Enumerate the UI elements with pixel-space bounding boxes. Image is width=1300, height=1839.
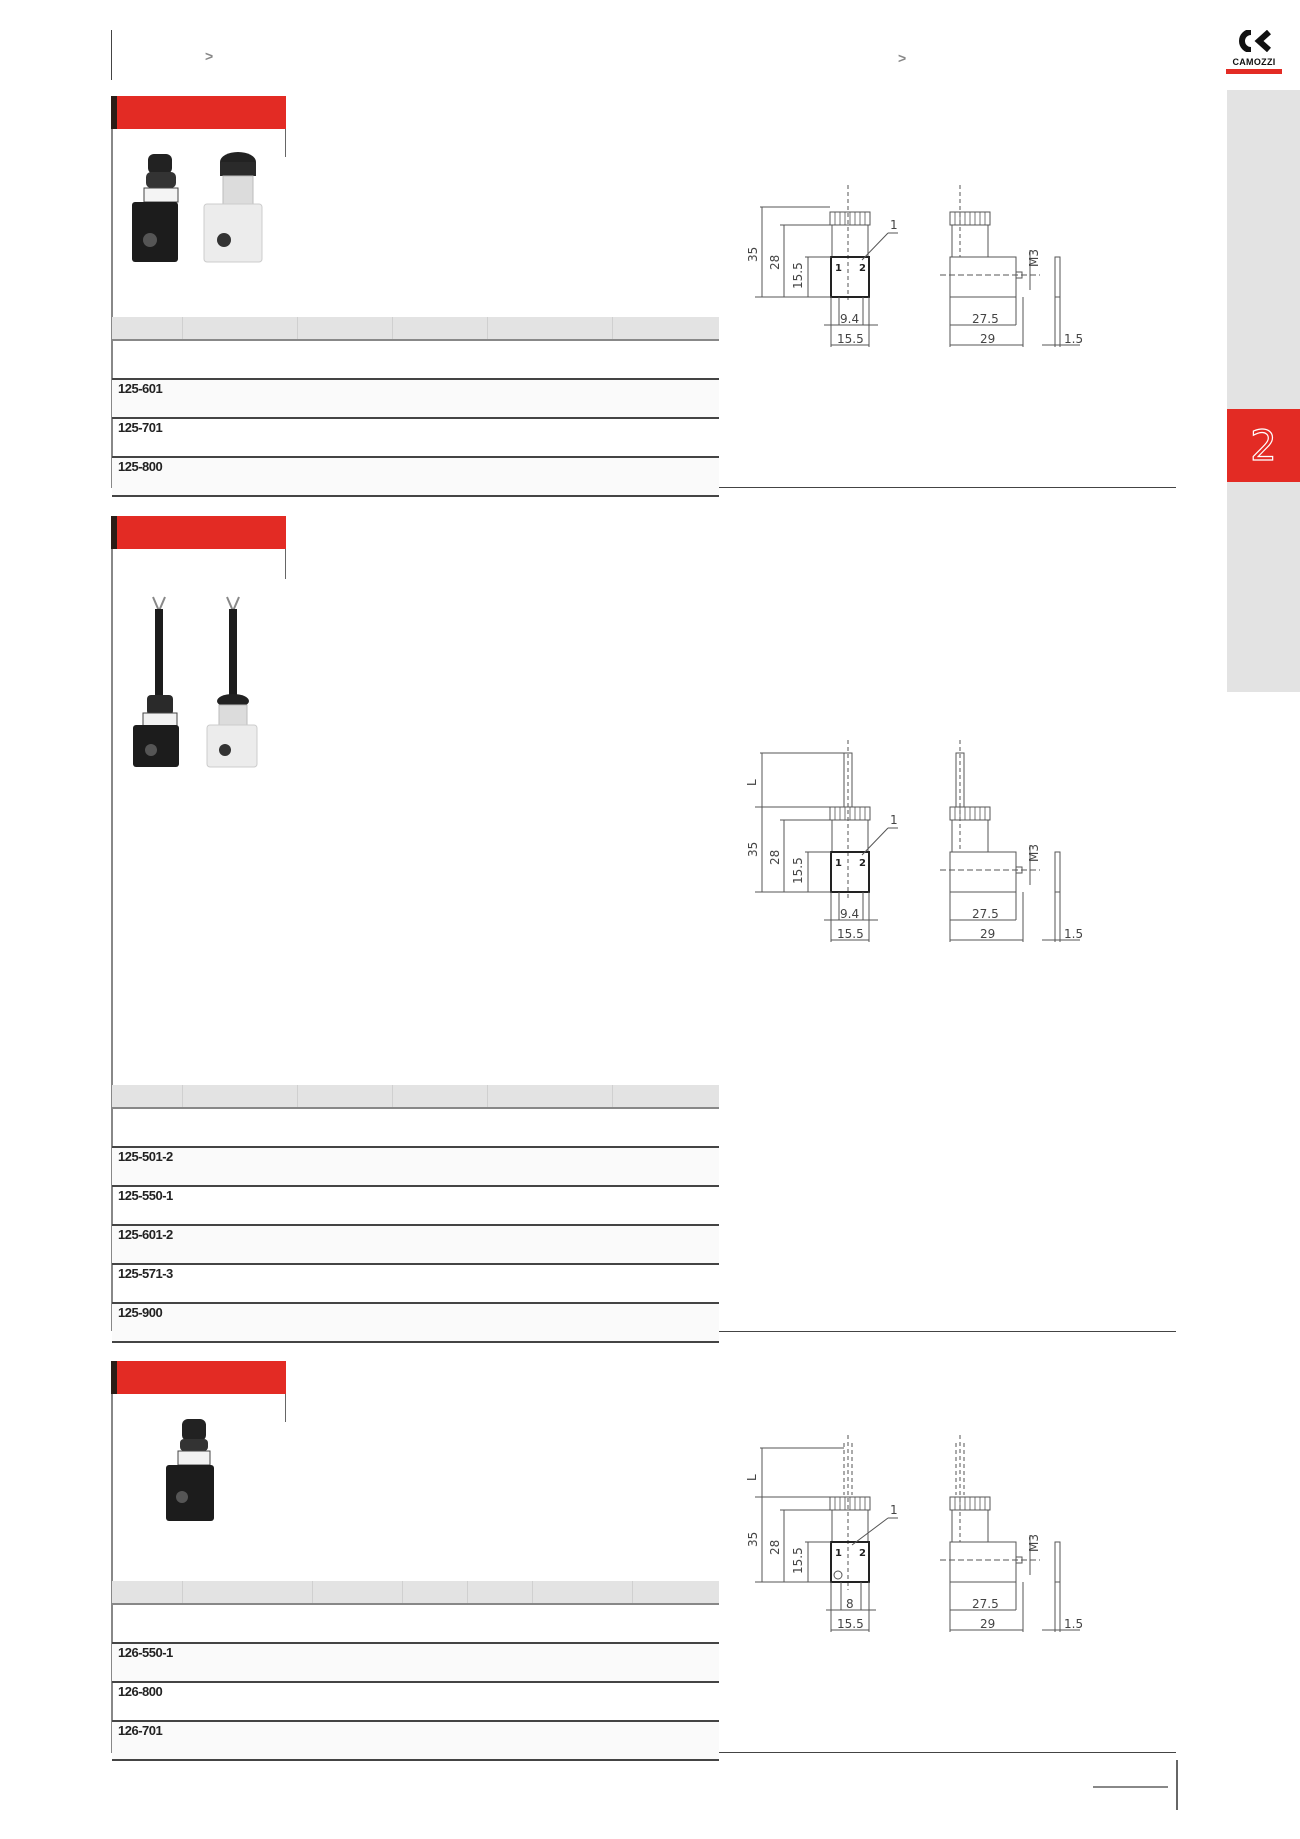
- table-row: 125-550-1: [112, 1187, 719, 1226]
- svg-text:1.5: 1.5: [1064, 332, 1084, 346]
- svg-text:1: 1: [835, 1548, 842, 1559]
- footer-rule: [1093, 1786, 1168, 1788]
- table-row: 125-601-2: [112, 1226, 719, 1265]
- svg-text:15.5: 15.5: [837, 332, 864, 346]
- svg-text:1: 1: [835, 263, 842, 274]
- section-3-title-tab: [111, 1361, 286, 1394]
- svg-text:35: 35: [746, 246, 760, 262]
- svg-text:1: 1: [835, 858, 842, 869]
- table-row: 125-800: [112, 458, 719, 497]
- section-2-bottom-rule: [719, 1331, 1176, 1332]
- section-3-technical-drawing: [740, 1435, 1120, 1655]
- svg-text:15.5: 15.5: [791, 1547, 805, 1574]
- section-2-product-photo: [125, 595, 275, 770]
- section-2-title-tab: [111, 516, 286, 549]
- table-row: 126-550-1: [112, 1644, 719, 1683]
- svg-text:9.4: 9.4: [840, 907, 860, 921]
- section-1-bottom-rule: [719, 487, 1176, 488]
- section-2-table: [112, 1085, 719, 1343]
- svg-text:2: 2: [859, 1548, 866, 1559]
- svg-text:M3: M3: [1027, 1534, 1041, 1552]
- svg-text:28: 28: [768, 254, 782, 270]
- section-1-tab-edge: [285, 129, 286, 157]
- svg-text:1: 1: [890, 813, 898, 827]
- svg-text:28: 28: [768, 1539, 782, 1555]
- svg-text:1.5: 1.5: [1064, 1617, 1084, 1631]
- breadcrumb-separator-left: >: [205, 48, 214, 64]
- svg-text:2: 2: [859, 858, 866, 869]
- svg-text:L: L: [745, 779, 759, 786]
- section-1-technical-drawing: [740, 185, 1120, 365]
- footer-divider: [1176, 1760, 1178, 1810]
- table-row: 125-900: [112, 1304, 719, 1343]
- table-header: [112, 1085, 719, 1109]
- svg-text:29: 29: [980, 927, 996, 941]
- section-1-table: [112, 317, 719, 497]
- table-row: [112, 1605, 719, 1644]
- section-1-title-tab: [111, 96, 286, 129]
- chapter-sidebar: [1227, 90, 1300, 692]
- svg-text:1.5: 1.5: [1064, 927, 1084, 941]
- svg-text:9.4: 9.4: [840, 312, 860, 326]
- camozzi-mark-icon: [1237, 30, 1271, 52]
- table-row: [112, 341, 719, 380]
- table-row: 125-571-3: [112, 1265, 719, 1304]
- svg-text:M3: M3: [1027, 249, 1041, 267]
- camozzi-logo: [1222, 30, 1286, 74]
- svg-text:M3: M3: [1027, 844, 1041, 862]
- section-1-product-photo: [120, 148, 280, 268]
- brand-bar: [1226, 69, 1282, 74]
- table-header: [112, 1581, 719, 1605]
- table-row: 126-701: [112, 1722, 719, 1761]
- svg-text:29: 29: [980, 332, 996, 346]
- section-3-tab-edge: [285, 1394, 286, 1422]
- svg-text:27.5: 27.5: [972, 1597, 999, 1611]
- table-row: [112, 1109, 719, 1148]
- svg-text:29: 29: [980, 1617, 996, 1631]
- svg-text:L: L: [745, 1474, 759, 1481]
- chapter-number: 2: [1250, 421, 1277, 470]
- svg-text:27.5: 27.5: [972, 907, 999, 921]
- section-3-table: [112, 1581, 719, 1761]
- section-3-bottom-rule: [719, 1752, 1176, 1753]
- table-row: 125-701: [112, 419, 719, 458]
- section-3-product-photo: [160, 1415, 240, 1525]
- svg-text:1: 1: [890, 1503, 898, 1517]
- svg-text:15.5: 15.5: [791, 262, 805, 289]
- svg-text:2: 2: [859, 263, 866, 274]
- section-2-technical-drawing: [740, 740, 1120, 960]
- svg-text:35: 35: [746, 841, 760, 857]
- chapter-tab[interactable]: [1227, 409, 1300, 482]
- svg-text:8: 8: [846, 1597, 854, 1611]
- svg-text:1: 1: [890, 218, 898, 232]
- svg-text:15.5: 15.5: [791, 857, 805, 884]
- header-divider: [111, 30, 112, 80]
- svg-text:35: 35: [746, 1531, 760, 1547]
- table-row: 125-601: [112, 380, 719, 419]
- table-row: 125-501-2: [112, 1148, 719, 1187]
- svg-text:28: 28: [768, 849, 782, 865]
- svg-text:27.5: 27.5: [972, 312, 999, 326]
- brand-name: CAMOZZI: [1232, 57, 1276, 67]
- section-2-tab-edge: [285, 549, 286, 579]
- breadcrumb-separator-right: >: [898, 50, 907, 66]
- table-header: [112, 317, 719, 341]
- svg-text:15.5: 15.5: [837, 1617, 864, 1631]
- table-row: 126-800: [112, 1683, 719, 1722]
- svg-text:15.5: 15.5: [837, 927, 864, 941]
